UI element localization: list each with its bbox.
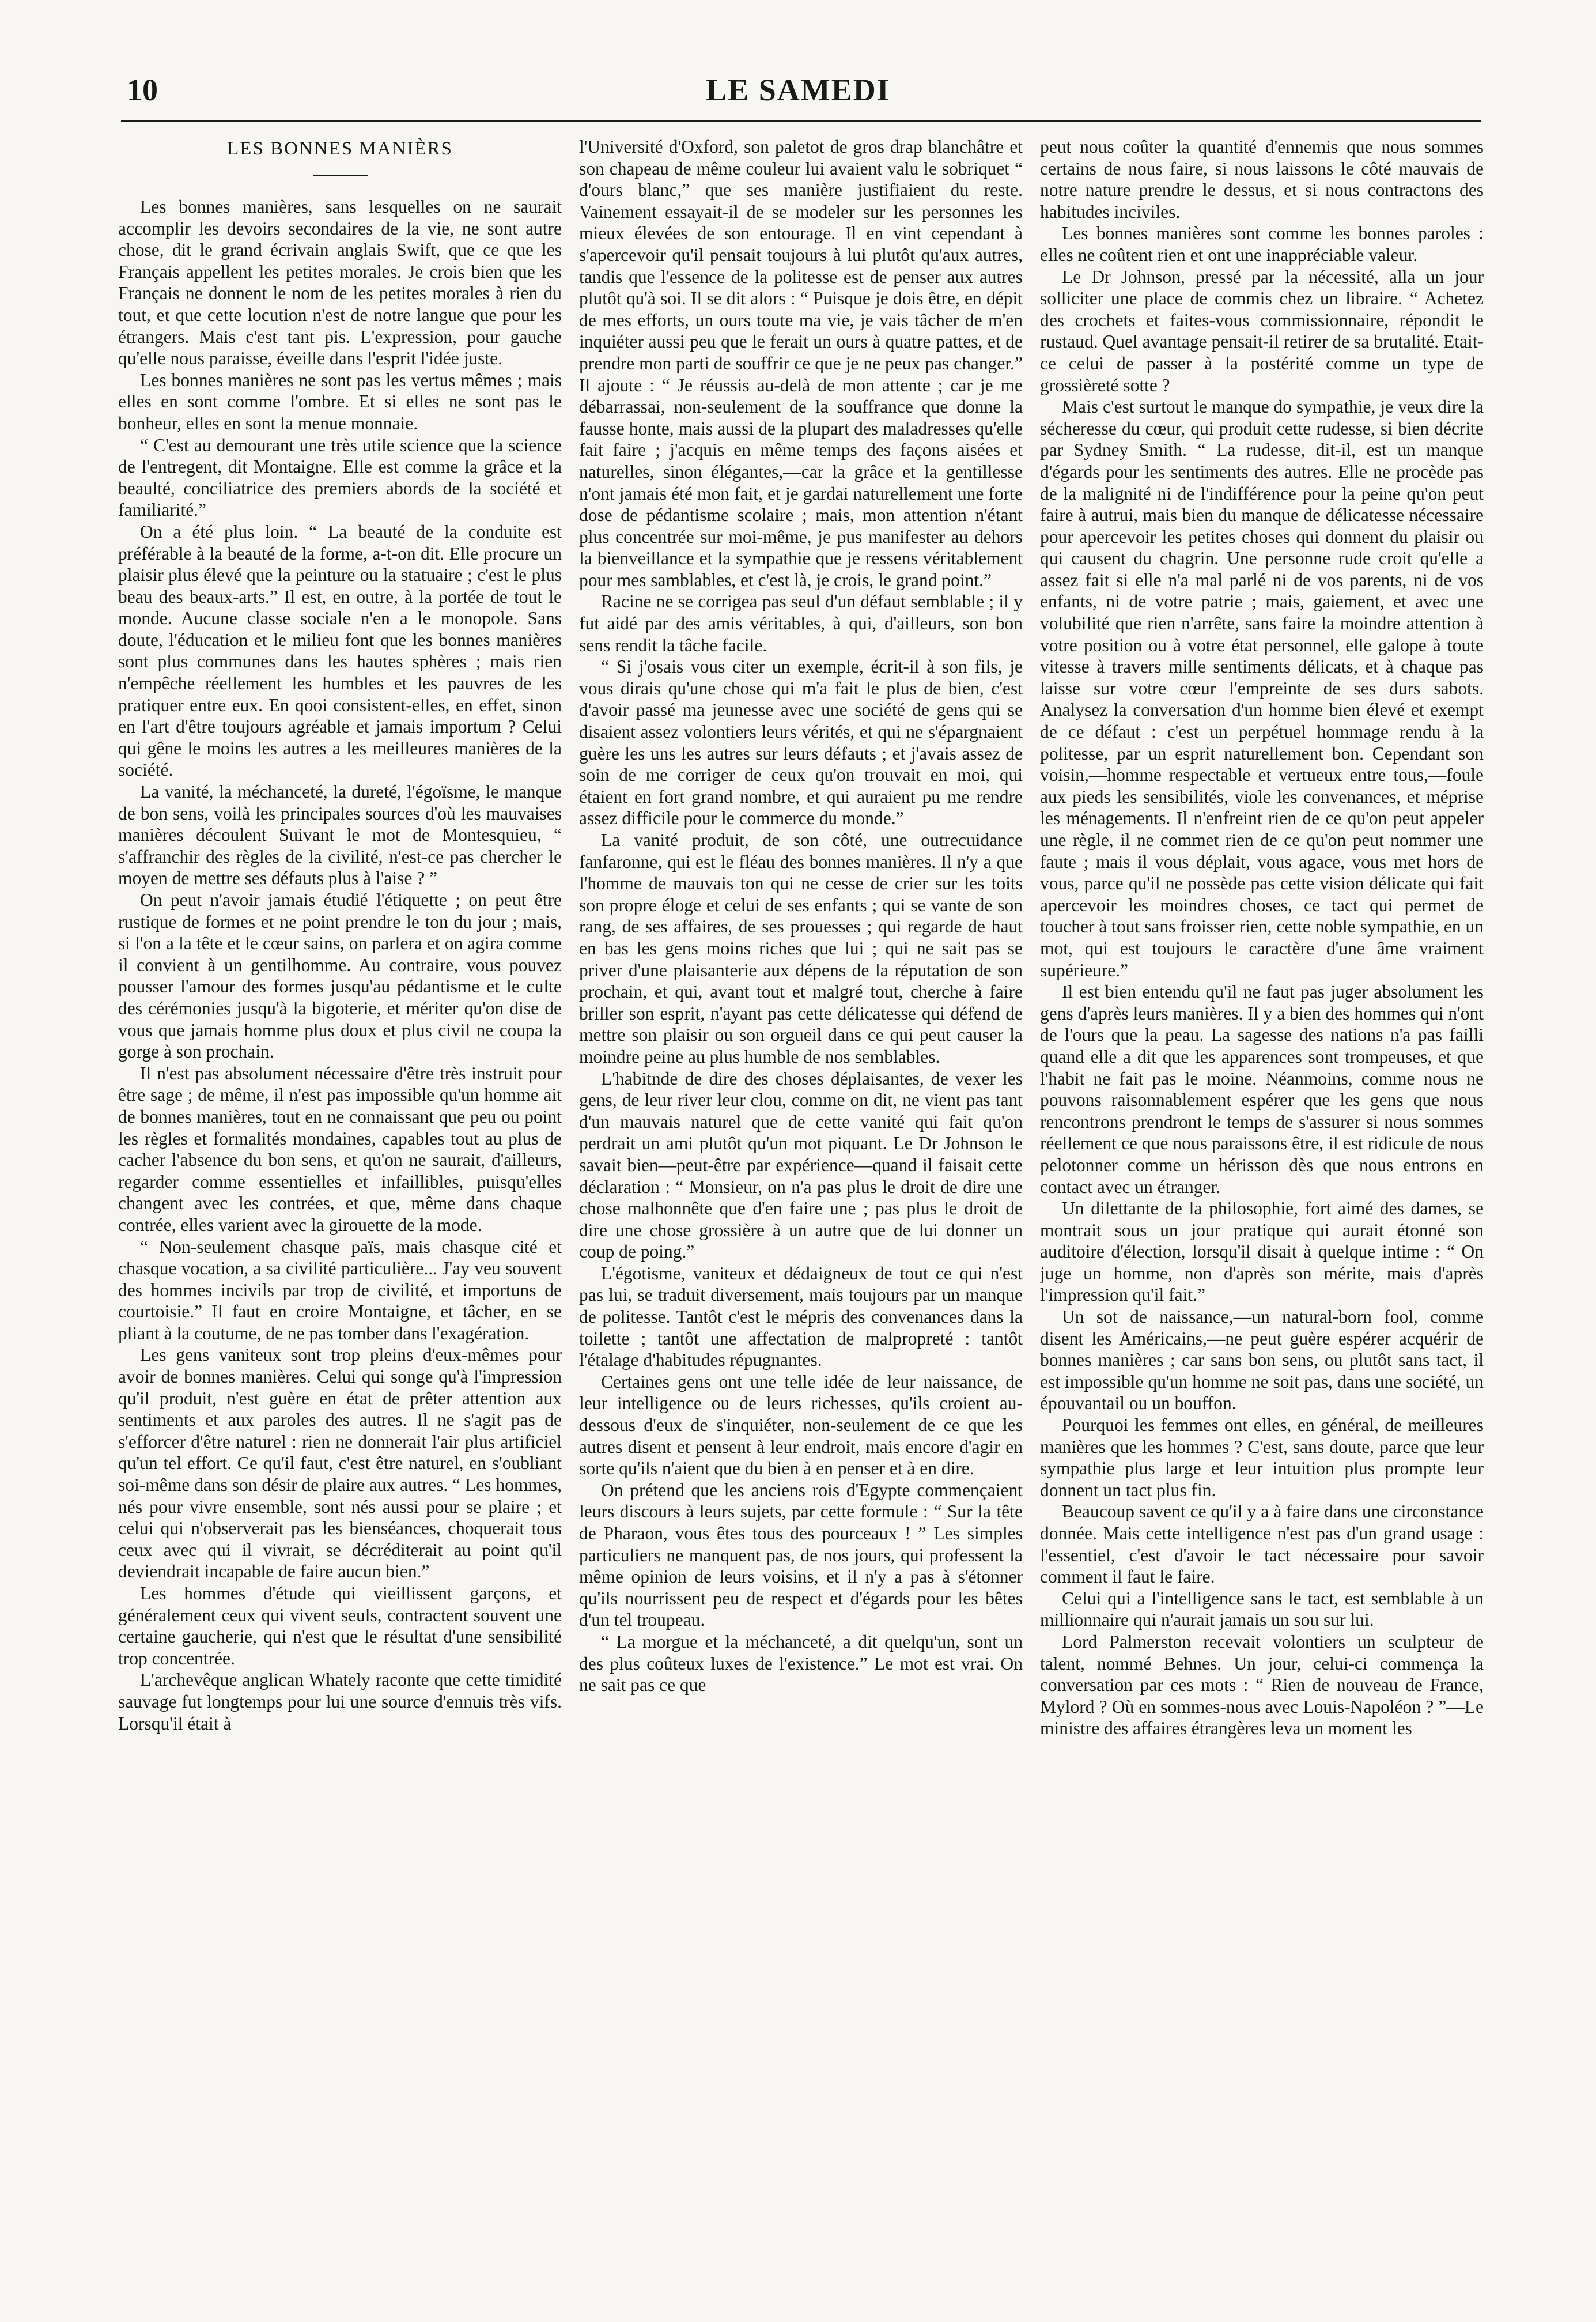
page-header xyxy=(115,72,1481,112)
paragraph: Un sot de naissance,—un natural-born fool, comme disent les Américains,—ne peut guère espérer acquérir de bonnes manières ; car sans bon sens, ou plutôt sans tact, il est impossible qu'un homme ne soit pas, dans une société, un épouvantail ou un bouffon. xyxy=(1040,1307,1484,1414)
paragraph: Pourquoi les femmes ont elles, en général, de meilleures manières que les hommes ? C'est, sans doute, parce que leur sympathie plus large et leur intuition plus prompte leur donnent un tact plus fin. xyxy=(1040,1415,1484,1500)
title-rule xyxy=(313,175,368,176)
paragraph: Beaucoup savent ce qu'il y a à faire dans une circonstance donnée. Mais cette intelligence n'est pas d'un grand usage : l'essentiel, c'est d'avoir le tact nécessaire pour savoir comment il faut le faire. xyxy=(1040,1501,1484,1587)
paragraph: Les bonnes manières ne sont pas les vertus mêmes ; mais elles en sont comme l'ombre. Et si elles ne sont pas le bonheur, elles en sont la menue monnaie. xyxy=(118,369,562,433)
paragraph: Celui qui a l'intelligence sans le tact, est semblable à un millionnaire qui n'aurait jamais un sou sur lui. xyxy=(1040,1588,1484,1630)
paragraph: Les bonnes manières, sans lesquelles on ne saurait accomplir les devoirs secondaires de la vie, ne sont autre chose, dit le grand écrivain anglais Swift, que ce que les Français appellent les petites morales. Je crois bien que les Français ne donnent le nom de les petites morales à rien du tout, et que cette locution n'est de notre langue que pour les étrangers. Mais c'est tant pis. L'expression, pour gauche qu'elle nous paraisse, éveille dans l'esprit l'idée juste. xyxy=(118,197,562,369)
paragraph: “ La morgue et la méchanceté, a dit quelqu'un, sont un des plus coûteux luxes de l'existence.” Le mot est vrai. On ne sait pas ce que xyxy=(579,1631,1023,1696)
paragraph: Lord Palmerston recevait volontiers un sculpteur de talent, nommé Behnes. Un jour, celui-ci commença la conversation par ces mots : “ Rien de nouveau de France, Mylord ? Où en sommes-nous avec Louis-Napoléon ? ”—Le ministre des affaires étrangères leva un moment les xyxy=(1040,1631,1484,1739)
page-number: 10 xyxy=(127,73,158,107)
paragraph: Il est bien entendu qu'il ne faut pas juger absolument les gens d'après leurs manières. Il y a bien des hommes qui n'ont de l'ours que la peau. La sagesse des nations n'a pas failli quand elle a dit que les apparences sont trompeuses, et que l'habit ne fait pas le moine. Néanmoins, comme nous ne pouvons raisonnablement espérer que les gens que nous rencontrons prendront le temps de s'assurer si nous sommes réellement ce que nous paraissons être, il est ridicule de nous pelotonner comme un hérisson dès que nous entrons en contact avec un étranger. xyxy=(1040,981,1484,1197)
paragraph: L'archevêque anglican Whately raconte que cette timidité sauvage fut longtemps pour lui une source d'ennuis très vifs. Lorsqu'il était à xyxy=(118,1670,562,1734)
paragraph: Les hommes d'étude qui vieillissent garçons, et généralement ceux qui vivent seuls, contractent souvent une certaine gaucherie, qui n'est que le résultat d'une sensibilité trop concentrée. xyxy=(118,1583,562,1668)
paragraph: La vanité produit, de son côté, une outrecuidance fanfaronne, qui est le fléau des bonnes manières. Il n'y a que l'homme de mauvais ton qui ne cesse de crier sur les toits son propre éloge et celui de ses enfants ; qui se vante de son rang, de ses affaires, de ses prouesses ; qui regarde de haut en bas les gens moins riches que lui ; qui ne sait pas se priver d'une plaisanterie aux dépens de la réputation de son prochain, et qui, avant tout et malgré tout, cherche à faire briller son esprit, n'ayant pas cette délicatesse qui défend de mettre son plaisir ou son orgueil dans ce qui peut causer la moindre peine au plus humble de nos semblables. xyxy=(579,830,1023,1067)
paragraph: Certaines gens ont une telle idée de leur naissance, de leur intelligence ou de leurs richesses, qu'ils croient au-dessous d'eux de s'inquiéter, non-seulement de ce que les autres disent et pensent à leur endroit, mais encore d'agir en sorte qu'ils n'aient que du bien à en penser et à en dire. xyxy=(579,1371,1023,1479)
article-title: LES BONNES MANIÈRS xyxy=(227,138,453,159)
paragraph: peut nous coûter la quantité d'ennemis que nous sommes certains de nous faire, si nous laissons le côté mauvais de notre nature prendre le dessus, et si nous contractons des habitudes inciviles. xyxy=(1040,137,1484,222)
paragraph: “ Si j'osais vous citer un exemple, écrit-il à son fils, je vous dirais qu'une chose qui m'a fait le plus de bien, c'est d'avoir passé ma jeunesse avec une société de gens qui se disaient assez volontiers leurs vérités, et qui ne s'épargnaient guère les uns les autres sur leurs défauts ; et j'avais assez de soin de me corriger de ceux qu'on trouvait en moi, qui étaient en fort grand nombre, et qui auraient pu me rendre assez difficile pour le commerce du monde.” xyxy=(579,656,1023,829)
paragraph: “ Non-seulement chasque païs, mais chasque cité et chasque vocation, a sa civilité particulière... J'ay veu souvent des hommes incivils par trop de civilité, et importuns de courtoisie.” Il faut en croire Montaigne, et tâcher, en se pliant à la coutume, de ne pas tomber dans l'exagération. xyxy=(118,1236,562,1343)
paragraph: Racine ne se corrigea pas seul d'un défaut semblable ; il y fut aidé par des amis véritables, à qui, d'ailleurs, son bon sens rendit la tâche facile. xyxy=(579,591,1023,655)
paragraph: On peut n'avoir jamais étudié l'étiquette ; on peut être rustique de formes et ne point prendre le ton du jour ; mais, si l'on a la tête et le cœur sains, on parlera et on agira comme il convient à un gentilhomme. Au contraire, vous pouvez pousser l'amour des formes jusqu'au pédantisme et le culte des cérémonies jusqu'à la bigoterie, et mériter qu'on dise de vous que jamais homme plus doux et plus civil ne coupa la gorge à son prochain. xyxy=(118,890,562,1062)
paragraph: Le Dr Johnson, pressé par la nécessité, alla un jour solliciter une place de commis chez un libraire. “ Achetez des crochets et faites-vous commissionnaire, répondit le rustaud. Quel avantage pensait-il retirer de sa brutalité. Etait-ce celui de passer à la postérité comme un type de grossièreté sotte ? xyxy=(1040,266,1484,395)
journal-title: LE SAMEDI xyxy=(706,73,890,107)
paragraph: Les gens vaniteux sont trop pleins d'eux-mêmes pour avoir de bonnes manières. Celui qui songe qu'à l'impression qu'il produit, n'est guère en état de prêter attention aux sentiments et aux paroles des autres. Il ne s'agit pas de s'efforcer d'être naturel : rien ne donnerait l'air plus artificiel qu'un tel effort. Ce qu'il faut, c'est être naturel, en s'oubliant soi-même dans son désir de plaire aux autres. “ Les hommes, nés pour vivre ensemble, sont nés aussi pour se plaire ; et celui qui n'observerait pas les bienséances, choquerait tous ceux avec qui il vivrait, se décréditerait au point qu'il deviendrait incapable de faire aucun bien.” xyxy=(118,1345,562,1582)
paragraph: L'égotisme, vaniteux et dédaigneux de tout ce qui n'est pas lui, se traduit diversement, mais toujours par un manque de politesse. Tantôt c'est le mépris des convenances dans la toilette ; tantôt une affectation de malpropreté : tantôt l'étalage d'habitudes répugnantes. xyxy=(579,1263,1023,1370)
paragraph: La vanité, la méchanceté, la dureté, l'égoïsme, le manque de bon sens, voilà les principales sources d'où les mauvaises manières découlent Suivant le mot de Montesquieu, “ s'affranchir des règles de la civilité, n'est-ce pas chercher le moyen de mettre ses défauts plus à l'aise ? ” xyxy=(118,781,562,889)
header-rule xyxy=(121,120,1481,122)
paragraph: On a été plus loin. “ La beauté de la conduite est préférable à la beauté de la forme, a-t-on dit. Elle procure un plaisir plus élevé que la peinture ou la statuaire ; c'est le plus beau des beaux-arts.” Il est, en outre, à la portée de tout le monde. Aucune classe sociale n'en a le monopole. Sans doute, l'éducation et le milieu font que les bonnes manières sont plus communes dans les hautes sphères ; mais rien n'empêche réellement les humbles et les pauvres de les pratiquer entre eux. En qooi consistent-elles, en effet, sinon en l'art d'être toujours agréable et jamais importum ? Celui qui gêne le moins les autres a les meilleures manières de la société. xyxy=(118,521,562,780)
paragraph: Les bonnes manières sont comme les bonnes paroles : elles ne coûtent rien et ont une inappréciable valeur. xyxy=(1040,223,1484,265)
paragraph: l'Université d'Oxford, son paletot de gros drap blanchâtre et son chapeau de même couleur lui avaient valu le sobriquet “ d'ours blanc,” que ses manière justifiaient du reste. Vainement essayait-il de se modeler sur les personnes les mieux élevées de son entourage. Il en vint cependant à s'apercevoir qu'il pensait toujours à lui plutôt qu'aux autres, tandis que l'essence de la politesse est de penser aux autres plutôt qu'à soi. Il se dit alors : “ Puisque je dois être, en dépit de mes efforts, un ours toute ma vie, je vais tâcher de m'en inquiéter aussi peu que le ferait un ours à quatre pattes, et de prendre mon parti de souffrir ce que je ne peux pas changer.” Il ajoute : “ Je réussis au-delà de mon attente ; car je me débarrassai, non-seulement de la souffrance que donne la fausse honte, mais aussi de la plupart des maladresses qu'elle fait faire ; j'acquis en même temps des façons aisées et naturelles, sinon élégantes,—car la grâce et la gentillesse n'ont jamais été mon fait, et je gardai naturellement une forte dose de pédantisme scolaire ; mais, mon attention n'étant plus concentrée sur moi-même, je pus manifester au dehors la bienveillance et la sympathie que je ressens véritablement pour mes samblables, et c'est là, je crois, le grand point.” xyxy=(579,137,1023,590)
paragraph: L'habitnde de dire des choses déplaisantes, de vexer les gens, de leur river leur clou, comme on dit, ne vient pas tant d'un mauvais naturel que de cette vanité qui fait qu'on perdrait un ami plutôt qu'un mot piquant. Le Dr Johnson le savait bien—peut-être par expérience—quand il faisait cette déclaration : “ Monsieur, on n'a pas plus le droit de dire une chose malhonnête que d'en faire une ; pas plus le droit de dire une chose grossière à un autre que de lui donner un coup de poing.” xyxy=(579,1068,1023,1262)
paragraph: Un dilettante de la philosophie, fort aimé des dames, se montrait sous un jour pratique qui aurait étonné son auditoire d'élection, lorsqu'il disait à quelque intime : “ On juge un homme, non d'après son mérite, mais d'après l'impression qu'il fait.” xyxy=(1040,1198,1484,1305)
paragraph: Mais c'est surtout le manque do sympathie, je veux dire la sécheresse du cœur, qui produit cette rudesse, si bien décrite par Sydney Smith. “ La rudesse, dit-il, est un manque d'égards pour les sentiments des autres. Elle ne procède pas de la malignité ni de l'indifférence pour la peine qu'on peut faire à autrui, mais bien du manque de délicatesse nécessaire pour apercevoir les petites choses qui donnent du plaisir ou qui causent du chagrin. Une personne rude croit qu'elle a assez fait si elle n'a mal parlé ni de vos parents, ni de vos enfants, ni de votre patrie ; mais, gaiement, et avec une volubilité que rien n'arrête, sans faire la moindre attention à votre position ou à votre état personnel, elle galope à toute vitesse à travers mille sentiments délicats, et à chaque pas laisse sur votre cœur l'empreinte de ses durs sabots. Analysez la conversation d'un homme bien élevé et exempt de ce défaut : c'est un perpétuel hommage rendu à la politesse, par un esprit naturellement bon. Cependant son voisin,—homme respectable et vertueux entre tous,—foule aux pieds les sensibilités, viole les convenances, et méprise les ménagements. Il n'enfreint rien de ce qu'on peut appeler une règle, il ne commet rien de ce qu'on peut nommer une faute ; mais il vous déplait, vous agace, vous met hors de vous, parce qu'il ne possède pas cette vision délicate qui fait apercevoir les moindres choses, ce tact qui permet de toucher à tout sans froisser rien, cette noble sympathie, en un mot, qui est toujours le caractère d'une âme vraiment supérieure.” xyxy=(1040,397,1484,980)
paragraph: Il n'est pas absolument nécessaire d'être très instruit pour être sage ; de même, il n'est pas impossible qu'un homme ait de bonnes manières, tout en ne connaissant que peu ou point les règles et formalités mondaines, capables tout au plus de cacher l'absence du bon sens, et qu'on ne saurait, d'ailleurs, regarder comme essentielles et infaillibles, puisqu'elles changent avec les contrées, et que, même dans chaque contrée, elles varient avec la girouette de la mode. xyxy=(118,1063,562,1235)
column-3 xyxy=(1040,136,1484,2280)
article-body xyxy=(118,136,1484,2280)
column-2 xyxy=(579,136,1023,2280)
paragraph: On prétend que les anciens rois d'Egypte commençaient leurs discours à leurs sujets, par cette formule : “ Sur la tête de Pharaon, vous êtes tous des pourceaux ! ” Les simples particuliers ne manquent pas, de nos jours, qui professent la même opinion de leurs voisins, et il n'y a pas à s'étonner qu'ils nourrissent peu de respect et d'égards pour les bêtes d'un tel troupeau. xyxy=(579,1479,1023,1630)
paragraph: “ C'est au demourant une très utile science que la science de l'entregent, dit Montaigne. Elle est comme la grâce et la beaulté, conciliatrice des premiers abords de la société et familiarité.” xyxy=(118,435,562,520)
column-1 xyxy=(118,136,562,2280)
